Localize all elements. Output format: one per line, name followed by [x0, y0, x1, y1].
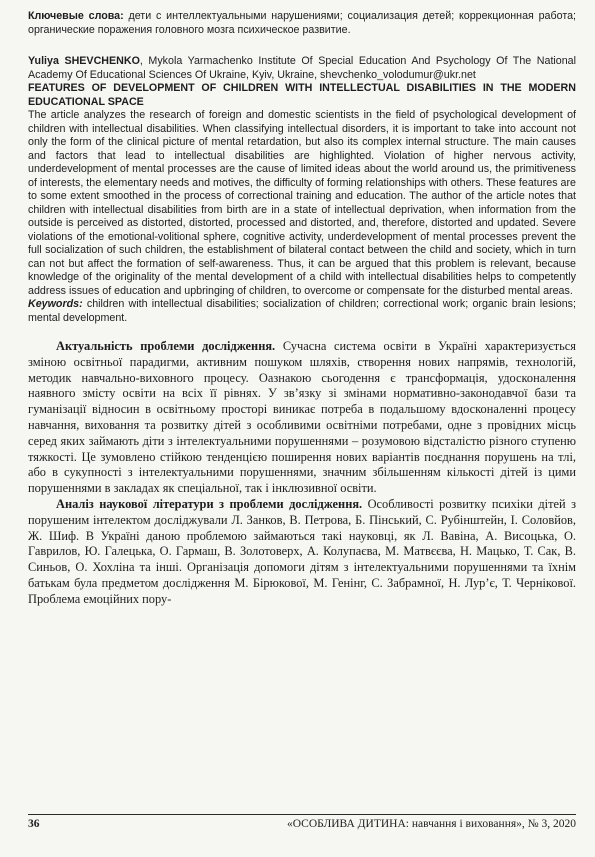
journal-name: «ОСОБЛИВА ДИТИНА: навчання і виховання», № 3, 2020: [286, 818, 576, 830]
author-line: [28, 55, 576, 82]
english-keywords-text: children with intellectual disabilities; socialization of children; correctional work; organic brain lesions; mental development.: [28, 298, 576, 324]
english-title: FEATURES OF DEVELOPMENT OF CHILDREN WITH INTELLECTUAL DISABILITIES IN THE MODERN EDUCATIONAL SPACE: [28, 82, 576, 108]
english-keywords-label: Keywords:: [28, 298, 83, 310]
russian-keywords: [28, 10, 576, 37]
english-abstract: The article analyzes the research of foreign and domestic scientists in the field of psychological development of children with intellectual disabilities. When classifying intellectual disorders, it is important to take into account not only the form of the clinical picture of mental retardation, but also its complex internal structure. The main causes and factors that lead to intellectual disabilities are highlighted. Violation of higher nervous activity, underdevelopment of mental processes are the cause of limited ideas about the world around us, the primitiveness of interests, the elementary needs and motives, the difficulty of forming relationships with others. These features are to some extent smoothed in the process of correctional training and education. The author of the article notes that children with intellectual disabilities from birth are in a state of intellectual deprivation, when information from the outside is perceived as distorted, distorted, processed and distorted, and, therefore, distorted and updated. Severe violations of the emotional-volitional sphere, cognitive activity, underdevelopment of mental processes prevent the full socialization of such children, the establishment of bilateral contact between the child and society, which in turn can not but affect the formation of self-awareness. Thus, it can be argued that this problem is relevant, because knowledge of the originality of the mental development of a child with intellectual disabilities helps to competently address issues of education and upbringing of children, to overcome or compensate for the disturbed mental areas.: [28, 109, 576, 297]
english-keywords: [28, 298, 576, 325]
section-literature-heading: Аналіз наукової літератури з проблеми дослідження.: [56, 496, 363, 511]
author-affiliation: , Mykola Yarmachenko Institute Of Special Education And Psychology Of The National Academy Of Educational Sciences Of Ukraine, Kyiv, Ukraine, shevchenko_volodumur@ukr.net: [28, 55, 576, 81]
section-relevance-heading: Актуальність проблеми дослідження.: [56, 339, 276, 353]
page-footer: [28, 814, 576, 830]
article-page: [28, 10, 576, 608]
russian-keywords-text: дети с интеллектуальными нарушениями; социализация детей; коррекционная работа; органические поражения головного мозга психическое развитие.: [28, 10, 577, 36]
author-name: Yuliya SHEVCHENKO: [28, 55, 140, 67]
russian-keywords-label: Ключевые слова:: [28, 10, 124, 22]
section-relevance: [28, 339, 576, 497]
section-literature-text: Особливості розвитку психіки дітей з порушеним інтелектом досліджували Л. Занков, В. Петрова, Б. Пінський, С. Рубінштейн, І. Соловйов, Ж. Шиф. В Україні даною проблемою займаються такі науковці, як Л. Вавіна, А. Висоцька, О. Гаврилов, Ю. Галецька, О. Гармаш, В. Золотоверх, А. Колупаєва, М. Матвєєва, Н. Мацько, Т. Сак, В. Синьов, О. Хохліна та інші. Організація допомоги дітям з інтелектуальними порушеннями та їхнім батькам була предметом дослідження М. Бірюкової, М. Генінг, С. Забрамної, Н. Лур’є, Т. Чернікової. Проблема емоційних пору-: [28, 496, 576, 606]
page-number: 36: [28, 818, 40, 830]
section-literature: [28, 497, 576, 608]
section-relevance-text: Сучасна система освіти в Україні характеризується зміною освітньої парадигми, активним пошуком шляхів, створення нових напрямів, технологій, методик навчально-виховного процесу. Оазнакою сьогодення є трансформація, удосконалення наявного змісту освіти на всіх її рівнях. У зв’язку зі змінами нормативно-законодавчої бази та гуманізації відносин в освітньому просторі виникає потреба в подальшому вдосконаленні процесу навчання, виховання та розвитку дітей з особливими освітніми потребами, одне з провідних місць серед яких займають діти з інтелектуальними порушеннями – розумовою відсталістю різного ступеню тяжкості. Це зумовлено стійкою тенденцією поширення нових варіантів поєднання порушень на тлі, або в сукупності з інтелектуальними порушеннями, значним збільшенням кількості дітей із цими порушеннями в закладах як спеціальної, так і інклюзивної освіти.: [28, 339, 576, 496]
